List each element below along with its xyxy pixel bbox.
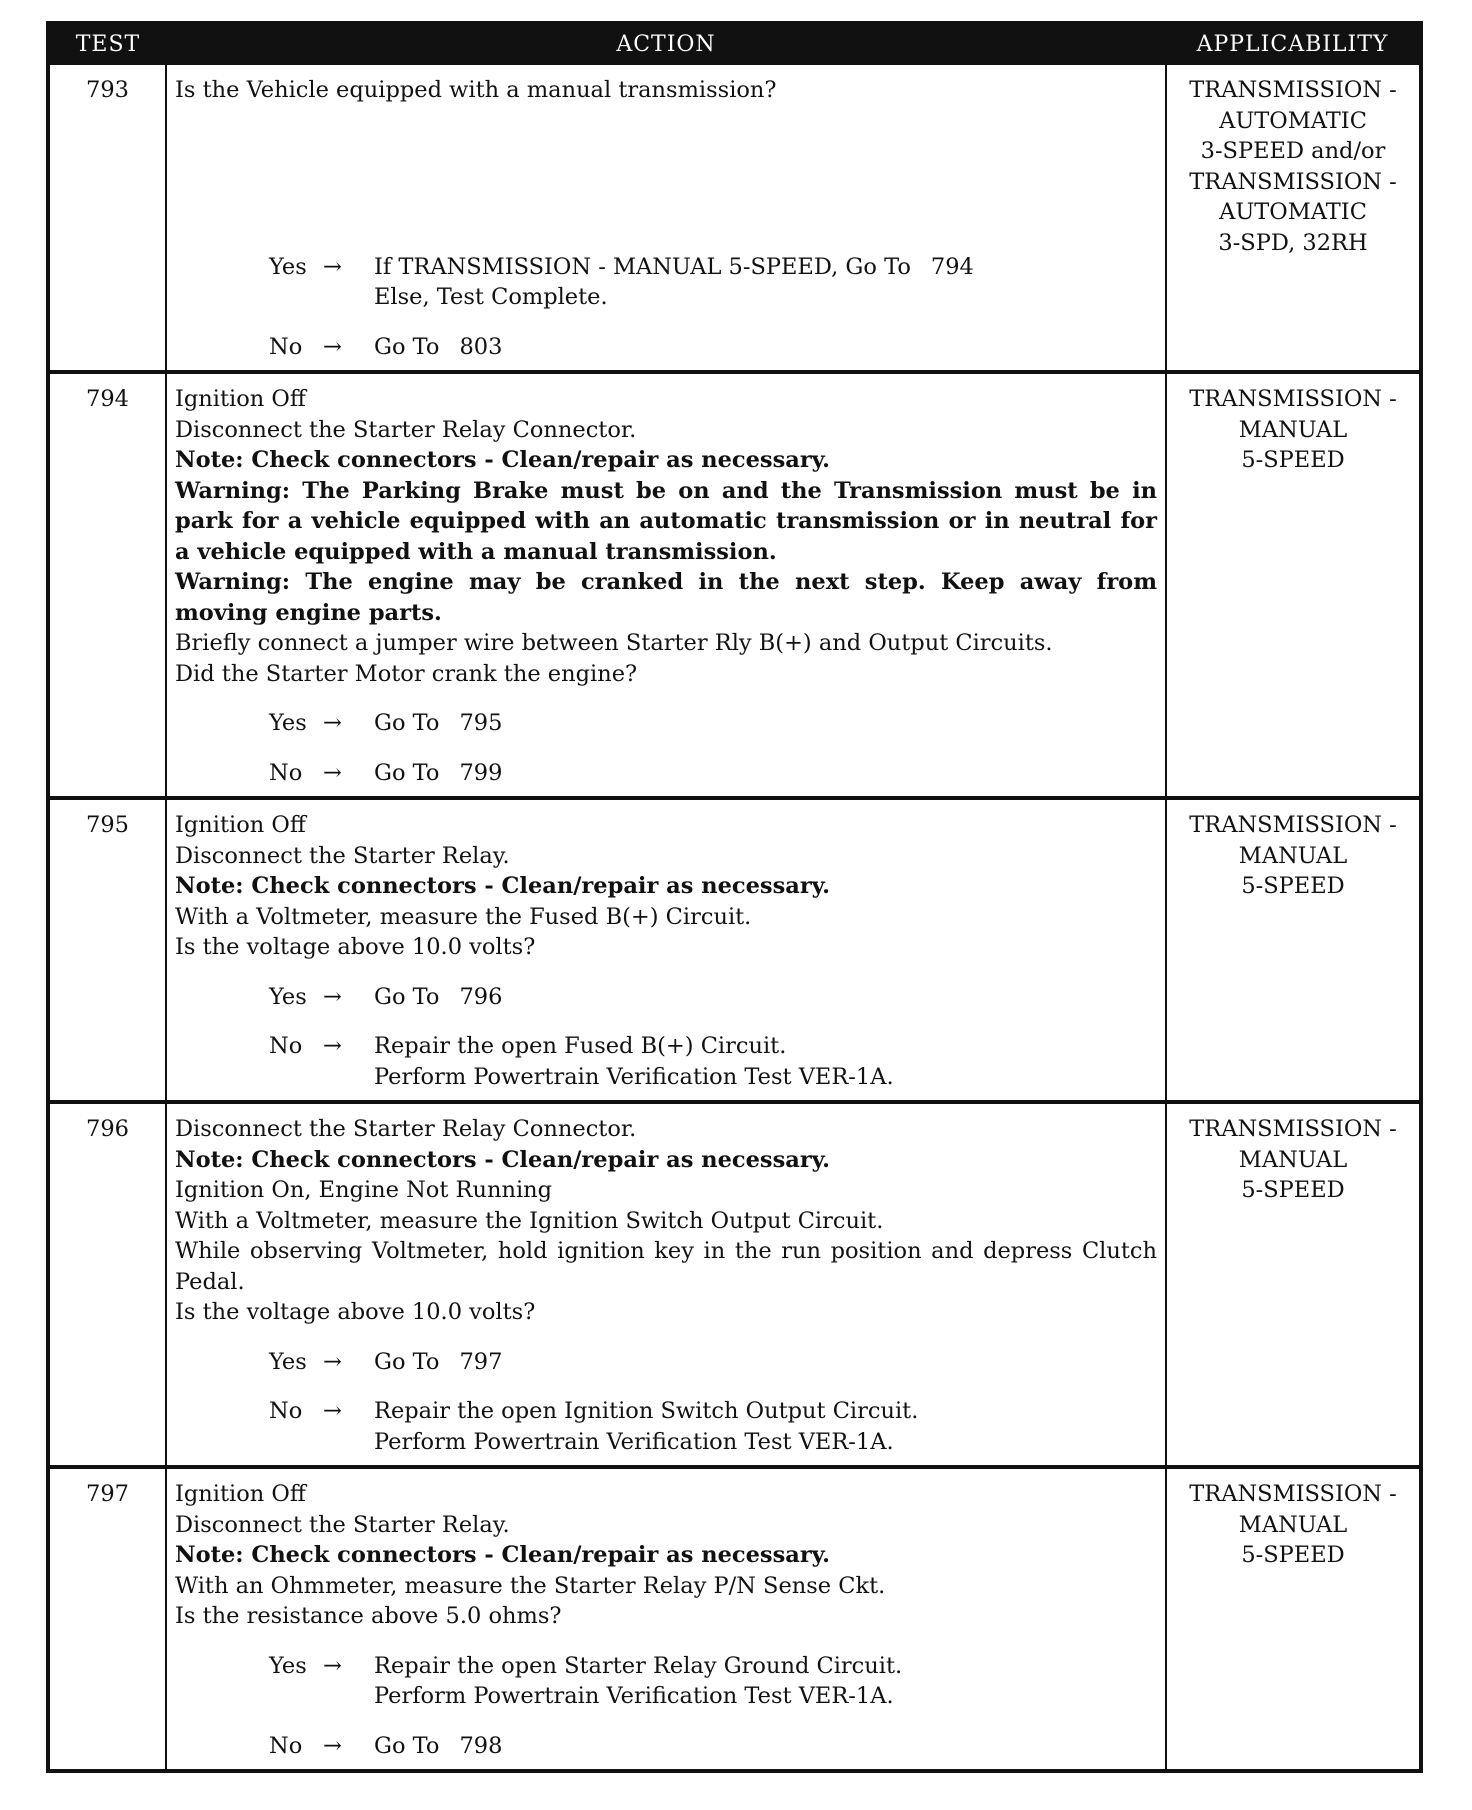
applicability-line: TRANSMISSION - <box>1189 386 1397 412</box>
result-line <box>374 708 1157 739</box>
goto-label: Go To <box>374 759 440 786</box>
goto-label: Go To <box>374 1348 440 1375</box>
answer-no-result <box>374 1031 1157 1092</box>
result-line <box>374 332 1157 363</box>
test-number: 797 <box>48 1467 166 1771</box>
step-note: Note: Check connectors - Clean/repair as necessary. <box>175 1542 830 1568</box>
action-cell <box>166 1102 1166 1467</box>
arrow-icon: → <box>323 1398 342 1424</box>
applicability-line: TRANSMISSION - <box>1189 1116 1397 1142</box>
test-number: 796 <box>48 1102 166 1467</box>
answer-yes-result <box>374 982 1157 1013</box>
goto-test-number: 794 <box>930 253 974 280</box>
applicability-line: MANUAL <box>1238 1146 1348 1173</box>
answer-yes-result <box>374 1347 1157 1378</box>
goto-test-number: 798 <box>459 1732 503 1759</box>
step-text: Is the resistance above 5.0 ohms? <box>175 1603 562 1629</box>
result-line <box>374 1651 1157 1682</box>
answer-yes <box>269 982 1157 1013</box>
arrow-icon: → <box>323 333 342 360</box>
test-number: 794 <box>48 372 166 798</box>
step-text: Ignition Off <box>175 386 306 412</box>
step-text: While observing Voltmeter, hold ignition key in the run position and depress Clutch Pedal. <box>175 1238 1157 1295</box>
arrow-icon: → <box>323 1652 342 1679</box>
answer-no-label: No <box>269 1732 303 1759</box>
answer-no-label: No <box>269 333 303 360</box>
result-line <box>374 282 1157 313</box>
action-cell <box>166 798 1166 1102</box>
applicability-line: 5-SPEED <box>1241 447 1345 473</box>
step-note: Note: Check connectors - Clean/repair as necessary. <box>175 1146 830 1173</box>
result-line <box>374 1427 1157 1458</box>
answer-yes-result <box>374 708 1157 739</box>
result-line-text: If TRANSMISSION - MANUAL 5-SPEED, Go To <box>374 253 911 280</box>
step-text: With an Ohmmeter, measure the Starter Relay P/N Sense Ckt. <box>175 1572 886 1599</box>
answer-no <box>269 332 1157 363</box>
answer-no-result <box>374 758 1157 789</box>
step-text: Briefly connect a jumper wire between Starter Rly B(+) and Output Circuits. <box>175 630 1053 656</box>
answer-no-result <box>374 332 1157 363</box>
result-line-text: Else, Test Complete. <box>374 284 608 310</box>
applicability-line: TRANSMISSION - <box>1189 168 1397 195</box>
step-text: Did the Starter Motor crank the engine? <box>175 660 638 687</box>
applicability-line: 5-SPEED <box>1241 1542 1345 1568</box>
step-text: Is the Vehicle equipped with a manual transmission? <box>175 77 777 103</box>
header-test: TEST <box>48 23 166 64</box>
applicability-line: MANUAL <box>1238 842 1348 869</box>
result-line-text: Repair the open Fused B(+) Circuit. <box>374 1033 787 1059</box>
answer-yes-result <box>374 1651 1157 1712</box>
applicability-line: TRANSMISSION - <box>1189 77 1397 103</box>
answer-yes-label: Yes <box>269 1348 307 1375</box>
applicability-cell <box>1166 1467 1421 1771</box>
answer-yes <box>269 1651 1157 1712</box>
action-cell <box>166 1467 1166 1771</box>
answer-no-label: No <box>269 1398 303 1424</box>
diagnostic-table <box>46 21 1423 1773</box>
answer-yes-label: Yes <box>269 710 307 736</box>
applicability-cell <box>1166 798 1421 1102</box>
test-row <box>48 798 1421 1102</box>
applicability-line: 3-SPEED and/or <box>1200 138 1386 164</box>
applicability-line: MANUAL <box>1238 416 1348 443</box>
applicability-line: TRANSMISSION - <box>1189 812 1397 838</box>
result-line-text: Perform Powertrain Verification Test VER-1A. <box>374 1683 894 1709</box>
answer-no-label: No <box>269 1033 303 1059</box>
test-row <box>48 64 1421 372</box>
arrow-icon: → <box>323 983 342 1010</box>
applicability-line: 5-SPEED <box>1241 1177 1345 1203</box>
result-line-text: Perform Powertrain Verification Test VER-1A. <box>374 1063 894 1090</box>
answer-yes <box>269 252 1157 313</box>
answer-no-label: No <box>269 759 303 786</box>
result-line <box>374 1062 1157 1093</box>
step-text: Ignition On, Engine Not Running <box>175 1177 553 1203</box>
step-note: Note: Check connectors - Clean/repair as necessary. <box>175 873 830 899</box>
result-line-text: Repair the open Ignition Switch Output Circuit. <box>374 1398 919 1424</box>
goto-label: Go To <box>374 333 440 360</box>
goto-label: Go To <box>374 710 440 736</box>
header-action: ACTION <box>166 23 1166 64</box>
answer-yes <box>269 708 1157 739</box>
answer-block <box>269 982 1157 1093</box>
answer-no-result <box>374 1396 1157 1457</box>
step-text: Disconnect the Starter Relay. <box>175 842 510 869</box>
answer-no <box>269 1396 1157 1457</box>
answer-yes-label: Yes <box>269 983 307 1010</box>
result-line <box>374 1731 1157 1762</box>
answer-yes-result <box>374 252 1157 313</box>
header-applicability: APPLICABILITY <box>1166 23 1421 64</box>
applicability-line: 5-SPEED <box>1241 873 1345 899</box>
action-cell <box>166 372 1166 798</box>
action-cell <box>166 64 1166 372</box>
result-line <box>374 252 1157 283</box>
answer-block <box>269 1651 1157 1762</box>
answer-no-result <box>374 1731 1157 1762</box>
step-text: With a Voltmeter, measure the Fused B(+) Circuit. <box>175 903 752 930</box>
result-line <box>374 982 1157 1013</box>
step-text: Disconnect the Starter Relay Connector. <box>175 416 637 443</box>
result-line <box>374 1031 1157 1062</box>
applicability-line: AUTOMATIC <box>1219 107 1367 134</box>
arrow-icon: → <box>323 710 342 736</box>
goto-label: Go To <box>374 1732 440 1759</box>
arrow-icon: → <box>323 1732 342 1759</box>
applicability-cell <box>1166 1102 1421 1467</box>
test-number: 793 <box>48 64 166 372</box>
step-text: Is the voltage above 10.0 volts? <box>175 1299 536 1325</box>
result-line-text: Perform Powertrain Verification Test VER-1A. <box>374 1428 894 1455</box>
goto-label: Go To <box>374 983 440 1010</box>
arrow-icon: → <box>323 1348 342 1375</box>
arrow-icon: → <box>323 759 342 786</box>
answer-block <box>269 1347 1157 1458</box>
step-text: Ignition Off <box>175 812 306 838</box>
answer-block <box>269 252 1157 363</box>
result-line-text: Repair the open Starter Relay Ground Circuit. <box>374 1652 903 1679</box>
answer-no <box>269 1031 1157 1092</box>
answer-no <box>269 1731 1157 1762</box>
answer-no <box>269 758 1157 789</box>
step-text: Disconnect the Starter Relay. <box>175 1511 510 1538</box>
arrow-icon: → <box>323 253 342 280</box>
applicability-line: AUTOMATIC <box>1219 199 1367 225</box>
answer-yes <box>269 1347 1157 1378</box>
step-note: Warning: The engine may be cranked in the next step. Keep away from moving engine parts. <box>175 569 1157 626</box>
step-text: Is the voltage above 10.0 volts? <box>175 934 536 960</box>
step-text: Disconnect the Starter Relay Connector. <box>175 1116 637 1142</box>
test-rows <box>48 64 1421 1771</box>
result-line <box>374 1396 1157 1427</box>
step-note: Note: Check connectors - Clean/repair as necessary. <box>175 447 830 473</box>
table-header-row <box>48 23 1421 64</box>
step-note: Warning: The Parking Brake must be on and the Transmission must be in park for a vehicle equipped with an automatic transmission or in neutral for a vehicle equipped with a manual transmission. <box>175 477 1157 565</box>
diagnostic-procedure-page <box>46 21 1419 1773</box>
step-text: With a Voltmeter, measure the Ignition Switch Output Circuit. <box>175 1207 884 1234</box>
goto-test-number: 795 <box>459 710 503 736</box>
answer-block <box>269 708 1157 788</box>
result-line <box>374 1347 1157 1378</box>
answer-yes-label: Yes <box>269 253 307 280</box>
test-row <box>48 1467 1421 1771</box>
applicability-cell <box>1166 372 1421 798</box>
applicability-line: MANUAL <box>1238 1511 1348 1538</box>
test-row <box>48 1102 1421 1467</box>
goto-test-number: 803 <box>459 333 503 360</box>
arrow-icon: → <box>323 1033 342 1059</box>
goto-test-number: 797 <box>459 1348 503 1375</box>
applicability-cell <box>1166 64 1421 372</box>
test-row <box>48 372 1421 798</box>
goto-test-number: 799 <box>459 759 503 786</box>
result-line <box>374 1681 1157 1712</box>
result-line <box>374 758 1157 789</box>
step-text: Ignition Off <box>175 1481 306 1507</box>
answer-yes-label: Yes <box>269 1652 307 1679</box>
goto-test-number: 796 <box>459 983 503 1010</box>
applicability-line: 3-SPD, 32RH <box>1218 229 1368 256</box>
applicability-line: TRANSMISSION - <box>1189 1481 1397 1507</box>
test-number: 795 <box>48 798 166 1102</box>
